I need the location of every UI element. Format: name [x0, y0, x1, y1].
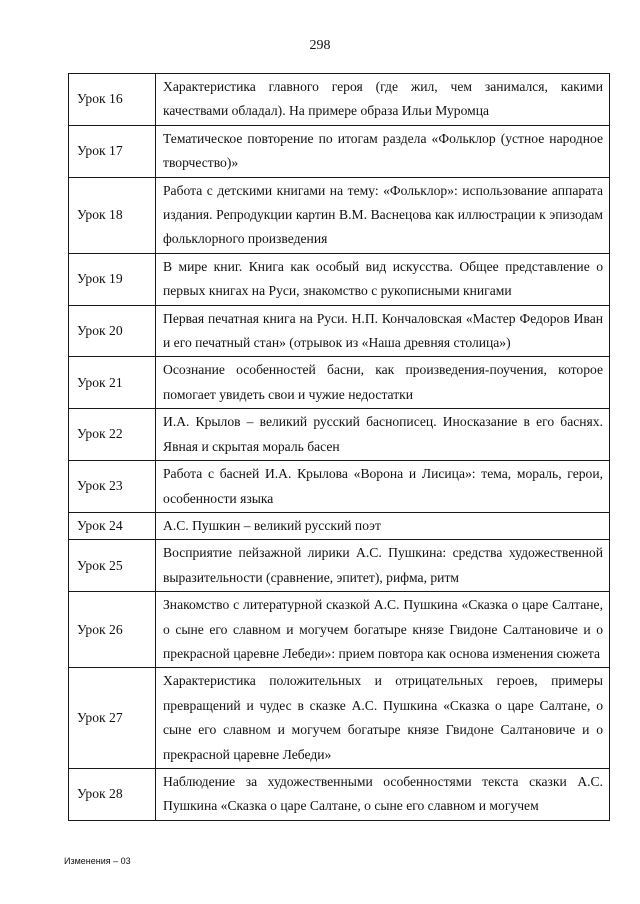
- lesson-topic: Работа с басней И.А. Крылова «Ворона и Лисица»: тема, мораль, герои, особенности языка: [156, 461, 610, 513]
- table-row: [69, 177, 610, 253]
- table-row: [69, 540, 610, 592]
- lesson-topic: В мире книг. Книга как особый вид искусства. Общее представление о первых книгах на Руси, знакомство с рукописными книгами: [156, 253, 610, 305]
- table-row: [69, 768, 610, 820]
- lesson-label: Урок 18: [69, 177, 156, 253]
- lesson-topic: Знакомство с литературной сказкой А.С. Пушкина «Сказка о царе Салтане, о сыне его славном и могучем богатыре князе Гвидоне Салтановиче и о прекрасной царевне Лебеди»: прием повтора как основа изменения сюжета: [156, 592, 610, 668]
- table-row: [69, 409, 610, 461]
- lesson-label: Урок 20: [69, 305, 156, 357]
- lesson-topic: А.С. Пушкин – великий русский поэт: [156, 512, 610, 539]
- lesson-topic: Первая печатная книга на Руси. Н.П. Кончаловская «Мастер Федоров Иван и его печатный стан» (отрывок из «Наша древняя столица»): [156, 305, 610, 357]
- lesson-label: Урок 21: [69, 357, 156, 409]
- lesson-plan-table: [68, 73, 610, 821]
- lesson-label: Урок 17: [69, 125, 156, 177]
- table-row: [69, 668, 610, 769]
- table-row: [69, 125, 610, 177]
- table-row: [69, 253, 610, 305]
- lesson-label: Урок 28: [69, 768, 156, 820]
- lesson-topic: Наблюдение за художественными особенностями текста сказки А.С. Пушкина «Сказка о царе Салтане, о сыне его славном и могучем: [156, 768, 610, 820]
- lesson-label: Урок 27: [69, 668, 156, 769]
- lesson-label: Урок 26: [69, 592, 156, 668]
- lesson-topic: Характеристика положительных и отрицательных героев, примеры превращений и чудес в сказке А.С. Пушкина «Сказка о царе Салтане, о сыне его славном и могучем богатыре князе Гвидоне Салтановиче и о прекрасной царевне Лебеди»: [156, 668, 610, 769]
- page-number: 298: [309, 38, 331, 53]
- table-row: [69, 461, 610, 513]
- table-row: [69, 512, 610, 539]
- lesson-label: Урок 19: [69, 253, 156, 305]
- lesson-topic: Осознание особенностей басни, как произведения-поучения, которое помогает увидеть свои и чужие недостатки: [156, 357, 610, 409]
- footer-revision-note: Изменения – 03: [64, 856, 131, 866]
- lesson-label: Урок 23: [69, 461, 156, 513]
- table-row: [69, 305, 610, 357]
- lesson-label: Урок 16: [69, 74, 156, 126]
- lesson-label: Урок 25: [69, 540, 156, 592]
- lesson-topic: Работа с детскими книгами на тему: «Фольклор»: использование аппарата издания. Репродукции картин В.М. Васнецова как иллюстрации к эпизодам фольклорного произведения: [156, 177, 610, 253]
- table-row: [69, 74, 610, 126]
- lesson-topic: Характеристика главного героя (где жил, чем занимался, какими качествами обладал). На примере образа Ильи Муромца: [156, 74, 610, 126]
- lesson-topic: Тематическое повторение по итогам раздела «Фольклор (устное народное творчество)»: [156, 125, 610, 177]
- lesson-topic: И.А. Крылов – великий русский баснописец. Иносказание в его баснях. Явная и скрытая мораль басен: [156, 409, 610, 461]
- lesson-label: Урок 24: [69, 512, 156, 539]
- table-row: [69, 592, 610, 668]
- table-row: [69, 357, 610, 409]
- lesson-topic: Восприятие пейзажной лирики А.С. Пушкина: средства художественной выразительности (сравнение, эпитет), рифма, ритм: [156, 540, 610, 592]
- lesson-label: Урок 22: [69, 409, 156, 461]
